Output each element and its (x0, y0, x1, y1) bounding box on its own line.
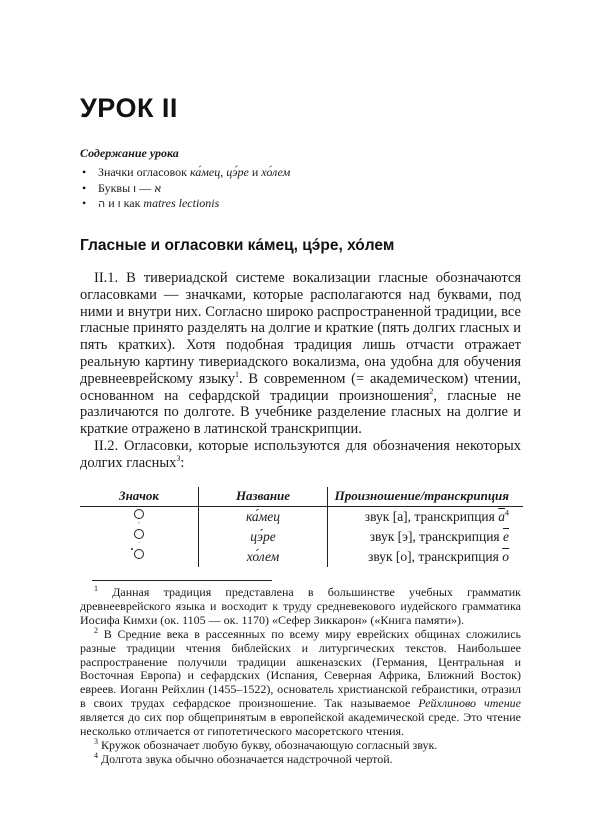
footnotes (80, 586, 521, 767)
paragraph-text: . В современном (= академическом) чтении, основанном на сефардской традиции произношения (80, 370, 521, 404)
term-matres-lectionis: matres lectionis (143, 196, 220, 210)
column-header-sign: Значок (80, 487, 199, 507)
paragraph-text: : (180, 454, 185, 471)
hebrew-letter-vav: ו (133, 181, 137, 195)
bullet-icon: • (82, 180, 87, 195)
table-header-row (80, 487, 523, 507)
sign-cell (80, 527, 199, 547)
section-heading: Гласные и огласовки ка́мец, цэ́ре, хо́лем (80, 237, 395, 254)
tsere-sign-icon (134, 528, 144, 542)
lesson-title: УРОК II (80, 93, 178, 123)
name-cell: хо́лем (199, 547, 328, 567)
kamets-sign-icon (134, 508, 144, 522)
footnote-ref[interactable]: 1 (235, 369, 239, 379)
footnote-ref[interactable]: 4 (505, 508, 509, 518)
bullet-icon: • (82, 196, 87, 210)
transliteration: $\overline{e}$ (503, 529, 509, 544)
sign-cell (80, 547, 199, 567)
paragraph-text: II.2. Огласовки, которые используются для обозначения некоторых долгих гласных (80, 438, 521, 471)
contents-list (80, 165, 290, 212)
contents-item-text: Значки огласовок (98, 165, 190, 179)
sign-cell (80, 507, 199, 528)
footnote-3: $^3$ Кружок обозначает любую букву, обозначающую согласный звук. (94, 736, 438, 752)
table-row (80, 507, 523, 528)
pronunciation-cell: звук [о], транскрипция $\overline{o}$ (328, 547, 524, 567)
column-header-name: Название (199, 487, 328, 507)
contents-sep: и (248, 165, 262, 179)
transliteration: $\overline{a}$ (498, 509, 505, 524)
term-holem: хо́лем (261, 165, 291, 179)
hebrew-letter-he: ה (98, 197, 106, 210)
pronunciation-cell: звук [а], транскрипция $\overline{a}^4$ (328, 507, 524, 528)
contents-sep: — (136, 180, 155, 195)
contents-item-2 (80, 181, 290, 195)
bullet-icon: • (82, 165, 87, 179)
name-cell: ка́мец (199, 507, 328, 528)
footnote-1: $^1$ Данная традиция представлена в большинстве учебных грамматик древнееврейского языка и восходит к труду средневекового иудейского грамматика Иосифа Кимхи (ок. 1105 — ок. 1170) «Сефер Зиккарон» («Книга памяти»). (80, 584, 521, 627)
name-cell: цэ́ре (199, 527, 328, 547)
paragraph-ii-1 (80, 270, 521, 438)
transliteration: $\overline{o}$ (502, 549, 509, 564)
contents-item-text: Буквы (98, 180, 134, 195)
footnote-4: $^4$ Долгота звука обычно обозначается надстрочной чертой. (94, 750, 393, 766)
hebrew-letter-vav: ו (117, 197, 121, 210)
contents-sep: и (105, 196, 118, 210)
contents-item-text: как (120, 196, 144, 210)
vowel-signs-table (80, 487, 523, 567)
contents-sep: , (220, 165, 227, 179)
table-row (80, 527, 523, 547)
paragraph-ii-2 (80, 438, 521, 472)
contents-heading: Содержание урока (80, 146, 179, 160)
footnote-ref[interactable]: 2 (429, 386, 434, 396)
footnote-ref[interactable]: 3 (176, 453, 181, 463)
footnote-2: $^2$ В Средние века в рассеянных по всему миру еврейских общинах сложились разные традиции чтения библейских и литургических текстов. Наибольшее распространение получили традиции ашкеназских (Германия, Центральная и Восточная Европа) и сефардских (Испания, Северная Африка, Ближний Восток) евреев. Иоганн Рейхлин (1455–1522), основатель христианской гебраистики, отразил в своих трудах сефардское произношение. Так называемое Рейхлиново чтение является до сих пор общепринятым в европейской академической среде. Это чтение несколько отличается от гипотетического масоретского чтения. (80, 625, 521, 739)
holem-sign-icon (134, 548, 144, 562)
paragraph-text: , гласные не различаются по долготе. В учебнике разделение гласных на долгие и краткие отражено в латинской транскрипции. (80, 387, 521, 438)
table-row (80, 547, 523, 567)
contents-item-3 (80, 196, 290, 210)
term-tsere: цэ́ре (226, 165, 249, 179)
term-kamets: ка́мец (189, 165, 221, 179)
footnote-divider (92, 580, 272, 581)
column-header-pronunciation: Произношение/транскрипция (328, 487, 524, 507)
paragraph-text: II.1. В тивериадской системе вокализации гласные обозначаются огласовками — значками, которые располагаются над буквами, под ними и внутри них. Согласно широко распространенной традиции, все гласные принято разделять на долгие и краткие (пять долгих гласных и пять кратких). Хотя подобная традиция лишь отчасти отражает реальную картину тивериадского вокализма, она удобна для обучения древнееврейскому языку (80, 270, 521, 387)
pronunciation-cell: звук [э], транскрипция $\overline{e}$ (328, 527, 524, 547)
hebrew-letter-alef: א (154, 181, 162, 195)
contents-item-1 (80, 165, 290, 179)
